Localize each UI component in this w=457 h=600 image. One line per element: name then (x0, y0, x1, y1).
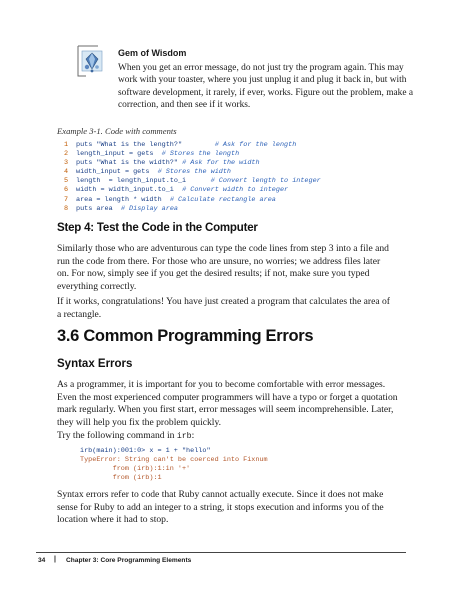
line-number: 3 (64, 159, 69, 168)
code-text: width = width_input.to_i (76, 186, 174, 195)
irb-input-line (80, 447, 400, 456)
code-line (64, 186, 404, 195)
text-line: location where it had to stop. (57, 514, 169, 526)
text-line: on. For now, simply see if you get the desired results; if not, make sure you typed (57, 268, 370, 280)
code-comment: # Stores the length (161, 150, 240, 159)
code-comment: # Calculate rectangle area (169, 195, 276, 204)
text-line: sense for Ruby to add an integer to a string, it stops execution and informs you of the (57, 501, 384, 513)
section-heading: 3.6 Common Programming Errors (57, 327, 314, 345)
irb-trace: from (irb):1 (80, 474, 162, 483)
subsection-heading: Syntax Errors (57, 358, 133, 370)
text-line: run the code from there. For those who are unsure, no worries; we address files later (57, 255, 381, 267)
code-line (64, 196, 404, 205)
gem-title: Gem of Wisdom (118, 48, 187, 58)
text-span: : (191, 430, 195, 441)
code-line (64, 159, 404, 168)
text-line: If it works, congratulations! You have just created a program that calculates the area of (57, 296, 390, 307)
irb-error-line (80, 456, 400, 465)
irb-session (80, 447, 400, 483)
text-line: As a programmer, it is important for you to become comfortable with error messages. (57, 379, 386, 390)
page-footer (36, 552, 406, 567)
code-padding (113, 205, 121, 213)
footer-separator: | (54, 556, 56, 563)
text-line: Similarly those who are adventurous can type the code lines from step 3 into a file and (57, 243, 389, 254)
chapter-title: Chapter 3: Core Programming Elements (66, 557, 192, 564)
code-text: puts "What is the width?" (76, 159, 178, 168)
paragraph (57, 379, 405, 429)
code-text: length = length_input.to_i (76, 177, 187, 186)
irb-trace-line (80, 465, 400, 474)
code-line (64, 150, 404, 159)
paragraph (57, 489, 405, 527)
irb-trace-line (80, 474, 400, 483)
page-number: 34 (38, 557, 46, 564)
code-comment: # Convert width to integer (182, 186, 289, 195)
irb-trace: from (irb):1:in '+' (80, 465, 191, 474)
code-padding (182, 141, 215, 149)
text-line: they will help you fix the problem quickly. (57, 416, 222, 428)
gem-line: When you get an error message, do not just try the program again. This may (118, 63, 404, 73)
paragraph (57, 243, 405, 293)
line-number: 7 (64, 195, 69, 204)
text-line: Syntax errors refer to code that Ruby cannot actually execute. Since it does not make (57, 489, 384, 500)
code-line (64, 168, 404, 177)
code-padding (149, 168, 157, 176)
code-padding (162, 196, 170, 204)
code-padding (174, 186, 182, 194)
line-number: 5 (64, 177, 69, 186)
paragraph (57, 430, 405, 444)
code-text: width_input = gets (76, 168, 150, 177)
code-comment: # Ask for the length (214, 141, 297, 149)
code-text: area = length * width (76, 195, 162, 204)
example-caption (57, 126, 177, 136)
line-number: 6 (64, 186, 69, 195)
irb-input: irb(main):001:0> x = 1 + "hello" (80, 447, 211, 455)
irb-error: TypeError: String can't be coerced into Fixnum (80, 456, 268, 465)
line-number: 4 (64, 168, 69, 177)
line-number: 1 (64, 141, 69, 149)
code-text: length_input = gets (76, 150, 154, 159)
code-comment: # Stores the width (157, 168, 232, 177)
code-comment: # Ask for the width (182, 159, 260, 168)
code-comment: # Convert length to integer (210, 177, 321, 186)
code-padding (154, 150, 162, 158)
text-line: Even the most experienced computer programmers will have a typo or forget a quotation (57, 391, 398, 403)
code-text: puts "What is the length?" (76, 141, 183, 149)
code-listing (64, 141, 404, 214)
gem-text (118, 62, 457, 112)
gem-line: software development, it rarely, if ever, works. Figure out the problem, make a (118, 87, 414, 98)
step-heading: Step 4: Test the Code in the Computer (57, 222, 258, 234)
caption-text: Code with comments (104, 126, 177, 136)
inline-code: irb (176, 432, 192, 441)
paragraph (57, 296, 405, 321)
code-line (64, 177, 404, 186)
text-line: mark regularly. When you first start, error messages will seem incomprehensible. Later, (57, 404, 394, 416)
text-line: a rectangle. (57, 308, 102, 320)
code-comment: # Display area (120, 204, 178, 213)
line-number: 2 (64, 150, 69, 159)
code-padding (186, 177, 210, 185)
gem-line: work with your toaster, where you just unplug it and plug it back in, but with (118, 75, 407, 86)
caption-label: Example 3-1. (57, 126, 103, 136)
text-line: everything correctly. (57, 280, 137, 292)
code-text: puts area (76, 204, 113, 213)
code-line (64, 205, 404, 214)
gem-line: correction, and then see if it works. (118, 100, 251, 111)
gem-crystal-icon (76, 44, 106, 78)
line-number: 8 (64, 204, 69, 213)
text-span: Try the following command in (57, 430, 177, 441)
code-line (64, 141, 404, 150)
